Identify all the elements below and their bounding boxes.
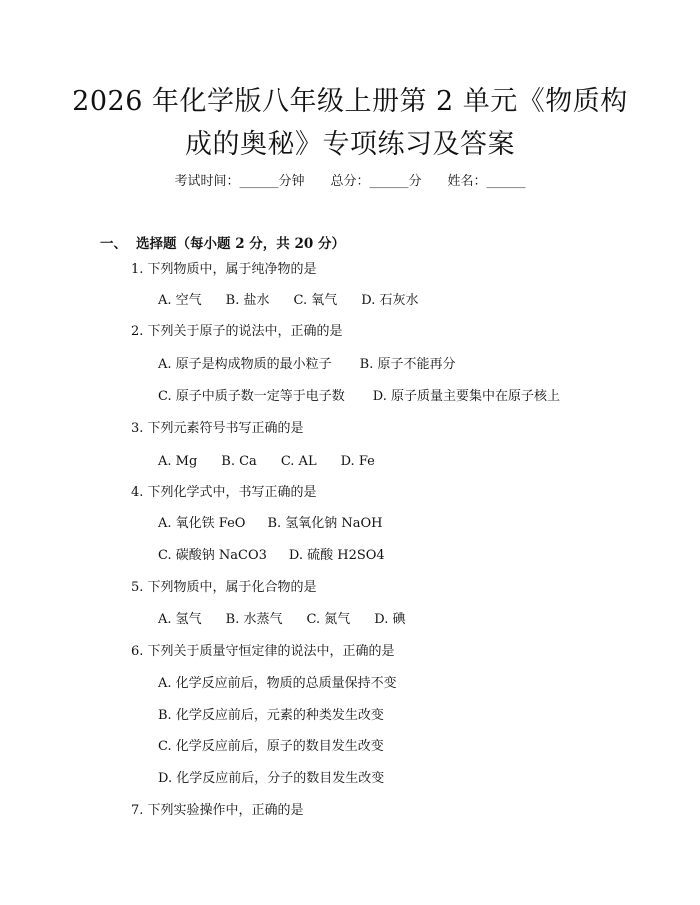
option: C. 氧气: [293, 293, 338, 308]
page-title-line-2: 成的奥秘》专项练习及答案: [185, 129, 515, 160]
question-1: 1. 下列物质中，属于纯净物的是: [131, 262, 317, 277]
option: D. Fe: [340, 454, 375, 469]
option: D. 硫酸 H2SO4: [288, 548, 385, 563]
option: A. Mg: [158, 454, 198, 469]
option: C. AL: [280, 454, 317, 469]
option: D. 原子质量主要集中在原子核上: [372, 389, 560, 404]
question-1-options: [158, 293, 418, 309]
option: C. 氮气: [306, 612, 351, 627]
option: D. 石灰水: [361, 293, 419, 308]
exam-total-score: 总分：______分: [330, 174, 422, 189]
section-title: 选择题（每小题 2 分，共 20 分）: [136, 236, 345, 252]
question-4-options-row-2: [158, 548, 385, 564]
option: B. 原子不能再分: [359, 357, 456, 372]
exam-time: 考试时间：______分钟: [174, 174, 305, 189]
question-6: 6. 下列关于质量守恒定律的说法中，正确的是: [131, 644, 395, 659]
option: D. 碘: [374, 612, 406, 627]
exam-info: [0, 170, 700, 189]
section-heading: [100, 232, 345, 252]
question-4: 4. 下列化学式中，书写正确的是: [131, 485, 317, 500]
option: A. 氢气: [158, 612, 202, 627]
question-2-options-row-2: [158, 389, 560, 405]
option: B. 水蒸气: [225, 612, 283, 627]
option: B. 化学反应前后，元素的种类发生改变: [158, 708, 384, 723]
question-2-options-row-1: [158, 357, 455, 373]
option: C. 原子中质子数一定等于电子数: [158, 389, 345, 404]
question-3-options: [158, 454, 375, 470]
option: C. 化学反应前后，原子的数目发生改变: [158, 739, 384, 754]
question-5-options: [158, 612, 405, 628]
option: C. 碳酸钠 NaCO3: [158, 548, 267, 563]
section-number: 一、: [100, 236, 127, 252]
option: A. 氧化铁 FeO: [158, 516, 246, 531]
question-2: 2. 下列关于原子的说法中，正确的是: [131, 324, 343, 339]
option: B. 氢氧化钠 NaOH: [267, 516, 383, 531]
option: A. 化学反应前后，物质的总质量保持不变: [158, 676, 397, 691]
option: B. 盐水: [225, 293, 270, 308]
option: A. 空气: [158, 293, 202, 308]
question-3: 3. 下列元素符号书写正确的是: [131, 421, 304, 436]
question-5: 5. 下列物质中，属于化合物的是: [131, 580, 317, 595]
question-7: 7. 下列实验操作中，正确的是: [131, 803, 304, 818]
option: D. 化学反应前后，分子的数目发生改变: [158, 771, 385, 786]
option: A. 原子是构成物质的最小粒子: [158, 357, 332, 372]
page-title-line-1: 2026 年化学版八年级上册第 2 单元《物质构: [72, 86, 628, 117]
question-4-options-row-1: [158, 516, 383, 532]
option: B. Ca: [221, 454, 257, 469]
exam-name: 姓名：______: [447, 174, 526, 189]
